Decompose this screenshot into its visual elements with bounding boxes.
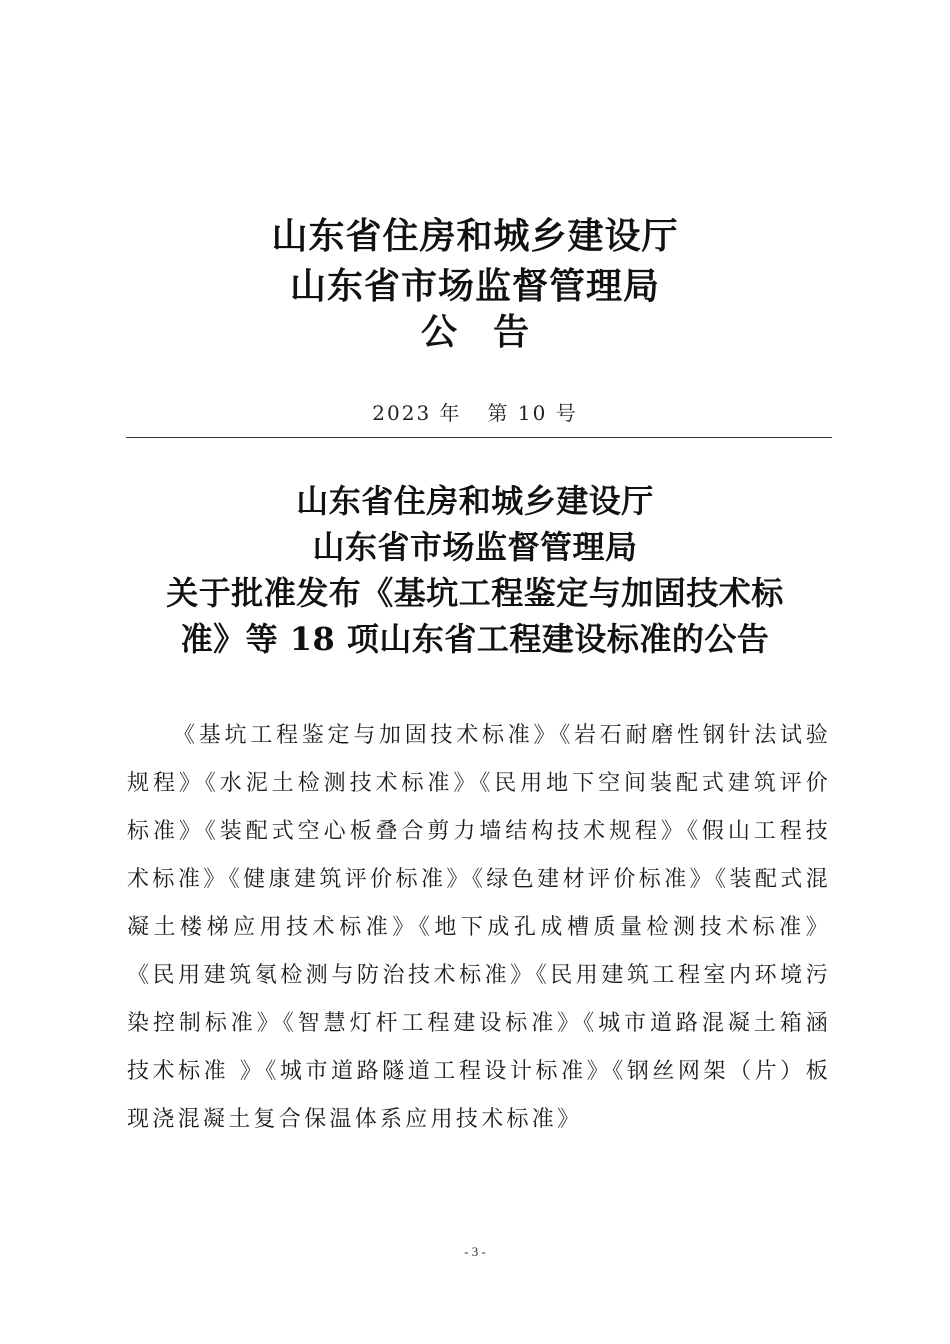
issuer-market-supervision-bureau: 山东省市场监督管理局 (289, 265, 660, 307)
body-paragraph: 《基坑工程鉴定与加固技术标准》《岩石耐磨性钢针法试验规程》《水泥土检测技术标准》《民用地下空间装配式建筑评价标准》《装配式空心板叠合剪力墙结构技术规程》《假山工程技术标准》《健康建筑评价标准》《绿色建材评价标准》《装配式混凝土楼梯应用技术标准》《地下成孔成槽质量检测技术标准》《民用建筑氡检测与防治技术标准》《民用建筑工程室内环境污染控制标准》《智慧灯杆工程建设标准》《城市道路混凝土箱涵技术标准 》《城市道路隧道工程设计标准》《钢丝网架（片）板现浇混凝土复合保温体系应用技术标准》 (127, 723, 831, 1132)
header-divider (126, 437, 832, 438)
heading-line: 关于批准发布《基坑工程鉴定与加固技术标 (166, 574, 784, 612)
heading-line: 山东省住房和城乡建设厅 (296, 482, 654, 520)
document-number (0, 398, 950, 428)
heading-line: 准》等 18 项山东省工程建设标准的公告 (180, 620, 770, 658)
document-serial: 第 10 号 (487, 401, 578, 425)
notice-label: 公告 (420, 311, 565, 353)
page-number: - 3 - (464, 1244, 486, 1259)
issuer-housing-department: 山东省住房和城乡建设厅 (271, 215, 679, 257)
document-year: 2023 年 (372, 401, 462, 425)
announcement-heading (110, 478, 840, 662)
heading-line: 山东省市场监督管理局 (312, 528, 638, 566)
